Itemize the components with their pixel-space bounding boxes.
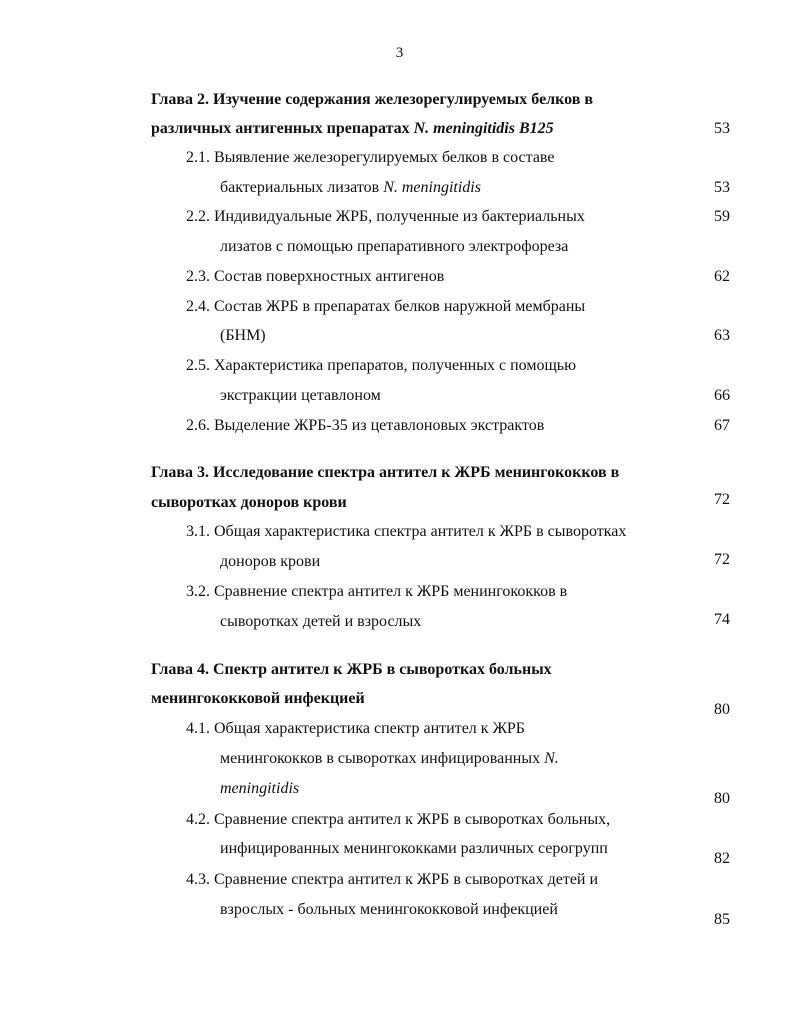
section-4-1-text: менингококков в сыворотках инфицированных: [220, 750, 545, 767]
section-2-5-line-2: экстракции цетавлоном: [220, 387, 381, 404]
section-2-1-species: N. meningitidis: [383, 179, 481, 196]
section-4-1-line-3: meningitidis: [220, 780, 300, 797]
section-2-1-line-1: 2.1. Выявление железорегулируемых белков в составе: [186, 149, 555, 166]
page-number: 3: [395, 45, 404, 61]
section-4-1-species-genus: N.: [544, 750, 559, 767]
section-2-2-line-2: лизатов с помощью препаративного электрофореза: [220, 238, 569, 255]
section-3-1-line-2: доноров крови: [220, 553, 321, 570]
section-4-1-line-1: 4.1. Общая характеристика спектр антител к ЖРБ: [186, 720, 525, 737]
chapter-3-title-line-2: сыворотках доноров крови: [151, 494, 347, 511]
section-2-1-text: бактериальных лизатов: [220, 179, 384, 196]
chapter-3-title-line-1: Глава 3. Исследование спектра антител к ЖРБ менингококков в: [151, 464, 620, 481]
section-2-5-page: 66: [714, 387, 730, 404]
section-2-6-line-1: 2.6. Выделение ЖРБ-35 из цетавлоновых экстрактов: [186, 417, 545, 434]
section-3-2-line-1: 3.2. Сравнение спектра антител к ЖРБ менингококков в: [186, 583, 568, 600]
section-3-1-line-1: 3.1. Общая характеристика спектра антител к ЖРБ в сыворотках: [186, 523, 627, 540]
section-3-2-page: 74: [714, 611, 730, 628]
section-2-5-line-1: 2.5. Характеристика препаратов, полученных с помощью: [186, 357, 577, 374]
section-4-2-page: 82: [714, 850, 730, 867]
section-4-2-line-1: 4.2. Сравнение спектра антител к ЖРБ в сыворотках больных,: [186, 811, 611, 828]
chapter-2-title-text: различных антигенных препаратах: [151, 120, 414, 137]
section-4-3-line-2: взрослых - больных менингококковой инфекцией: [220, 901, 558, 918]
chapter-3-page: 72: [714, 491, 730, 508]
chapter-2-title-line-2: [151, 119, 554, 139]
chapter-2-title-line-1: Глава 2. Изучение содержания железорегулируемых белков в: [151, 91, 594, 108]
section-3-2-line-2: сыворотках детей и взрослых: [220, 613, 422, 630]
section-2-2-page: 59: [714, 208, 730, 225]
section-4-2-line-2: инфицированных менингококками различных серогрупп: [220, 840, 608, 857]
section-2-3-page: 62: [714, 268, 730, 285]
chapter-4-title-line-1: Глава 4. Спектр антител к ЖРБ в сыворотках больных: [151, 661, 552, 678]
chapter-2-title-species: N. meningitidis B125: [413, 120, 554, 137]
chapter-4-page: 80: [714, 701, 730, 718]
section-2-6-page: 67: [714, 417, 730, 434]
section-4-3-line-1: 4.3. Сравнение спектра антител к ЖРБ в сыворотках детей и: [186, 871, 599, 888]
section-2-4-line-1: 2.4. Состав ЖРБ в препаратах белков наружной мембраны: [186, 298, 586, 315]
section-4-3-page: 85: [714, 911, 730, 928]
section-2-1-line-2: [220, 178, 481, 198]
section-4-1-page: 80: [714, 790, 730, 807]
section-4-1-line-2: [220, 749, 559, 769]
section-2-4-page: 63: [714, 327, 730, 344]
chapter-2-page: 53: [714, 120, 730, 137]
chapter-4-title-line-2: менингококковой инфекцией: [151, 690, 365, 707]
section-2-2-line-1: 2.2. Индивидуальные ЖРБ, полученные из бактериальных: [186, 208, 585, 225]
section-3-1-page: 72: [714, 551, 730, 568]
section-2-1-page: 53: [714, 179, 730, 196]
section-2-4-line-2: (БНМ): [220, 327, 266, 344]
section-2-3-line-1: 2.3. Состав поверхностных антигенов: [186, 268, 445, 285]
